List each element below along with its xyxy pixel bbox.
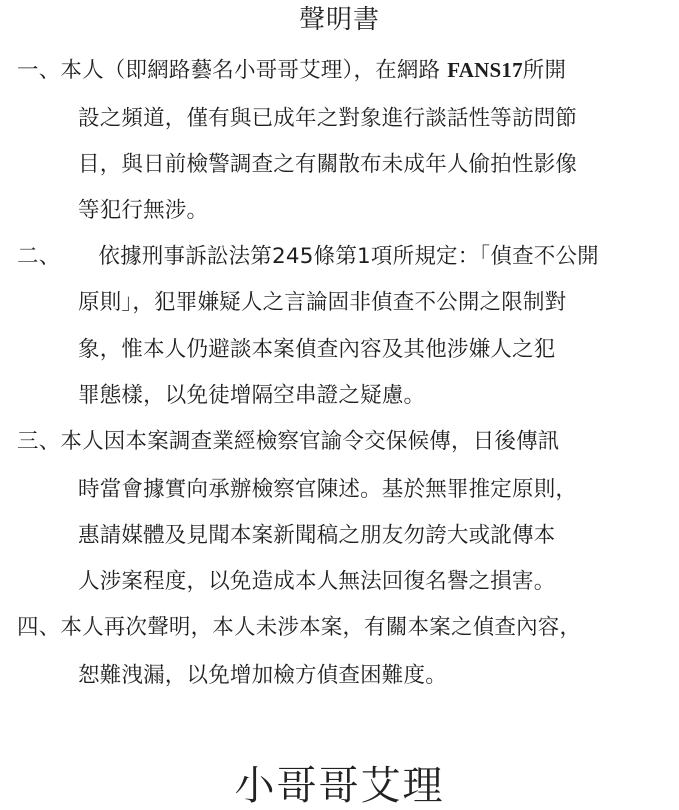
text-segment: 本人因本案調查業經檢察官諭令交保候傳，日後傳訊 <box>60 429 560 454</box>
section-4-line-1 <box>17 614 581 642</box>
platform-name: FANS17 <box>447 58 523 82</box>
section-2-line-1 <box>17 243 599 271</box>
document-title: 聲明書 <box>298 5 380 35</box>
section-3-line-4: 人涉案程度，以免造成本人無法回復名譽之損害。 <box>78 569 556 594</box>
section-2-line-2: 原則」，犯罪嫌疑人之言論固非偵查不公開之限制對 <box>78 290 567 315</box>
section-2-line-4: 罪態樣，以免徒增隔空串證之疑慮。 <box>78 383 426 408</box>
section-number: 三、 <box>17 429 61 454</box>
section-1-line-2: 設之頻道，僅有與已成年之對象進行談話性等訪問節 <box>78 106 578 131</box>
section-3-line-1 <box>17 428 560 456</box>
text-segment: 所開 <box>522 58 567 83</box>
section-number: 四、 <box>17 615 61 640</box>
text-segment: 依據刑事訴訟法第245條第1項所規定：「偵查不公開 <box>98 244 599 269</box>
section-3-line-2: 時當會據實向承辦檢察官陳述。基於無罪推定原則， <box>78 477 578 502</box>
signature: 小哥哥艾理 <box>234 763 445 809</box>
section-1-line-1 <box>17 56 566 85</box>
text-segment: 本人再次聲明，本人未涉本案，有關本案之偵查內容， <box>60 615 582 640</box>
section-4-line-2: 恕難洩漏，以免增加檢方偵查困難度。 <box>78 663 447 688</box>
section-1-line-3: 目，與日前檢警調查之有關散布未成年人偷拍性影像 <box>78 152 578 177</box>
section-2-line-3: 象，惟本人仍避談本案偵查內容及其他涉嫌人之犯 <box>78 337 556 362</box>
section-number: 一、 <box>17 58 61 83</box>
text-segment: 本人（即網路藝名小哥哥艾理），在網路 <box>60 58 448 83</box>
section-number: 二、 <box>17 244 61 269</box>
section-3-line-3: 惠請媒體及見聞本案新聞稿之朋友勿誇大或訛傳本 <box>78 523 556 548</box>
section-1-line-4: 等犯行無涉。 <box>78 198 209 223</box>
